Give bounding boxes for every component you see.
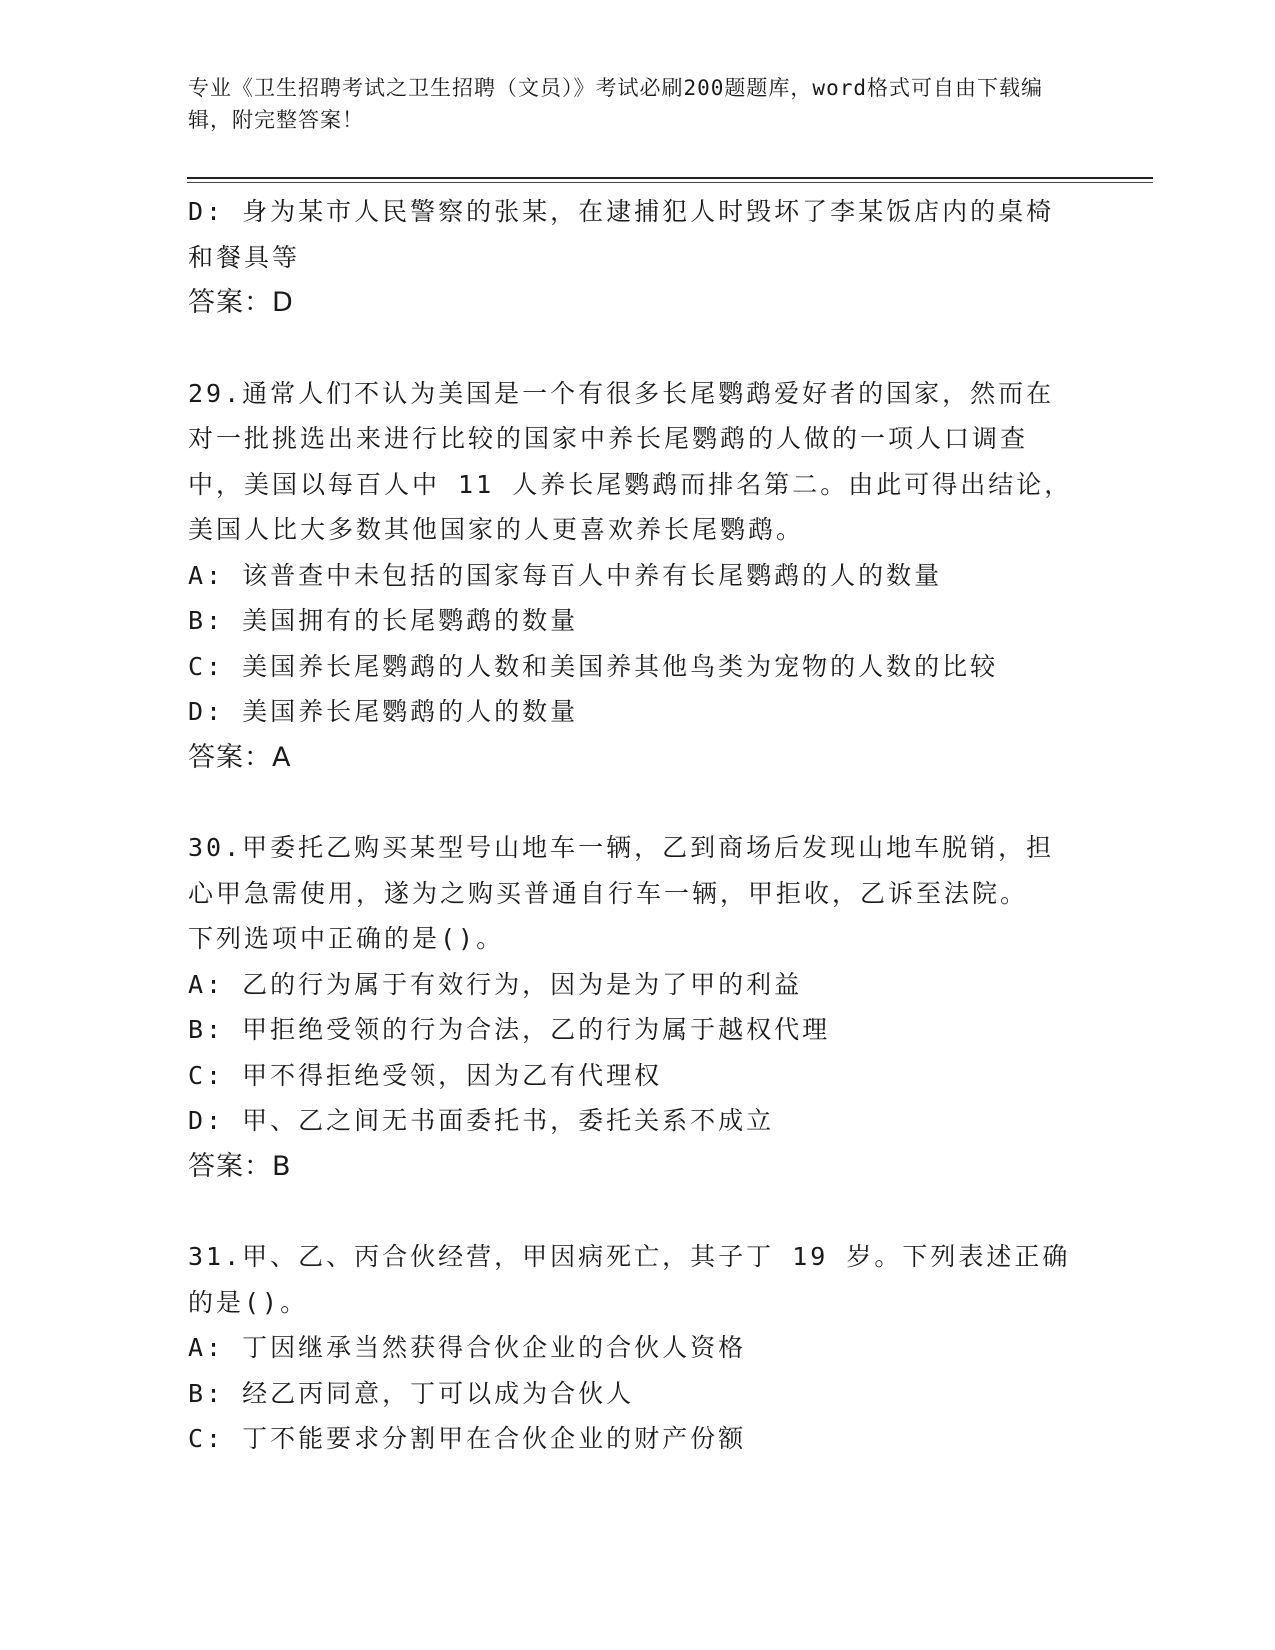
- question-line: 的是()。: [188, 1287, 309, 1317]
- question-line: D: 身为某市人民警察的张某，在逮捕犯人时毁坏了李某饭店内的桌椅: [188, 197, 1055, 226]
- answer-line: 答案：D: [188, 287, 294, 318]
- question-line: 31.甲、乙、丙合伙经营，甲因病死亡，其子丁 19 岁。下列表述正确: [188, 1242, 1071, 1271]
- option-b: B: 甲拒绝受领的行为合法，乙的行为属于越权代理: [188, 1015, 831, 1044]
- header-divider-thin: [187, 182, 1153, 183]
- question-line: 和餐具等: [188, 242, 301, 272]
- option-d: D: 美国养长尾鹦鹉的人的数量: [188, 697, 579, 726]
- question-block-30: [188, 825, 1088, 1189]
- document-body: [188, 189, 1088, 1462]
- option-a: A: 乙的行为属于有效行为，因为是为了甲的利益: [188, 969, 803, 999]
- question-line: 中，美国以每百人中 11 人养长尾鹦鹉而排名第二。由此可得出结论，: [188, 469, 1073, 499]
- question-line: 下列选项中正确的是()。: [188, 924, 505, 953]
- question-block-31: [188, 1234, 1088, 1462]
- question-block-28: [188, 189, 1088, 326]
- question-line: 美国人比大多数其他国家的人更喜欢养长尾鹦鹉。: [188, 515, 805, 544]
- question-line: 对一批挑选出来进行比较的国家中养长尾鹦鹉的人做的一项人口调查: [188, 424, 1029, 453]
- question-line: 30.甲委托乙购买某型号山地车一辆，乙到商场后发现山地车脱销，担: [188, 833, 1055, 862]
- question-block-29: [188, 371, 1088, 781]
- option-c: C: 丁不能要求分割甲在合伙企业的财产份额: [188, 1424, 747, 1453]
- option-b: B: 经乙丙同意，丁可以成为合伙人: [188, 1378, 635, 1408]
- header-divider-thick: [187, 177, 1153, 179]
- option-a: A: 该普查中未包括的国家每百人中养有长尾鹦鹉的人的数量: [188, 560, 943, 590]
- option-b: B: 美国拥有的长尾鹦鹉的数量: [188, 606, 579, 635]
- answer-line: 答案：B: [188, 1150, 292, 1182]
- question-line: 心甲急需使用，遂为之购买普通自行车一辆，甲拒收，乙诉至法院。: [188, 878, 1029, 908]
- page-header: 专业《卫生招聘考试之卫生招聘（文员）》考试必刷200题题库，word格式可自由下载编辑，附完整答案！: [188, 76, 1043, 132]
- option-c: C: 甲不得拒绝受领，因为乙有代理权: [188, 1060, 663, 1090]
- question-line: 29.通常人们不认为美国是一个有很多长尾鹦鹉爱好者的国家，然而在: [188, 378, 1055, 408]
- option-c: C: 美国养长尾鹦鹉的人数和美国养其他鸟类为宠物的人数的比较: [188, 651, 999, 681]
- option-a: A: 丁因继承当然获得合伙企业的合伙人资格: [188, 1333, 747, 1362]
- option-d: D: 甲、乙之间无书面委托书，委托关系不成立: [188, 1106, 775, 1135]
- answer-line: 答案：A: [188, 741, 292, 773]
